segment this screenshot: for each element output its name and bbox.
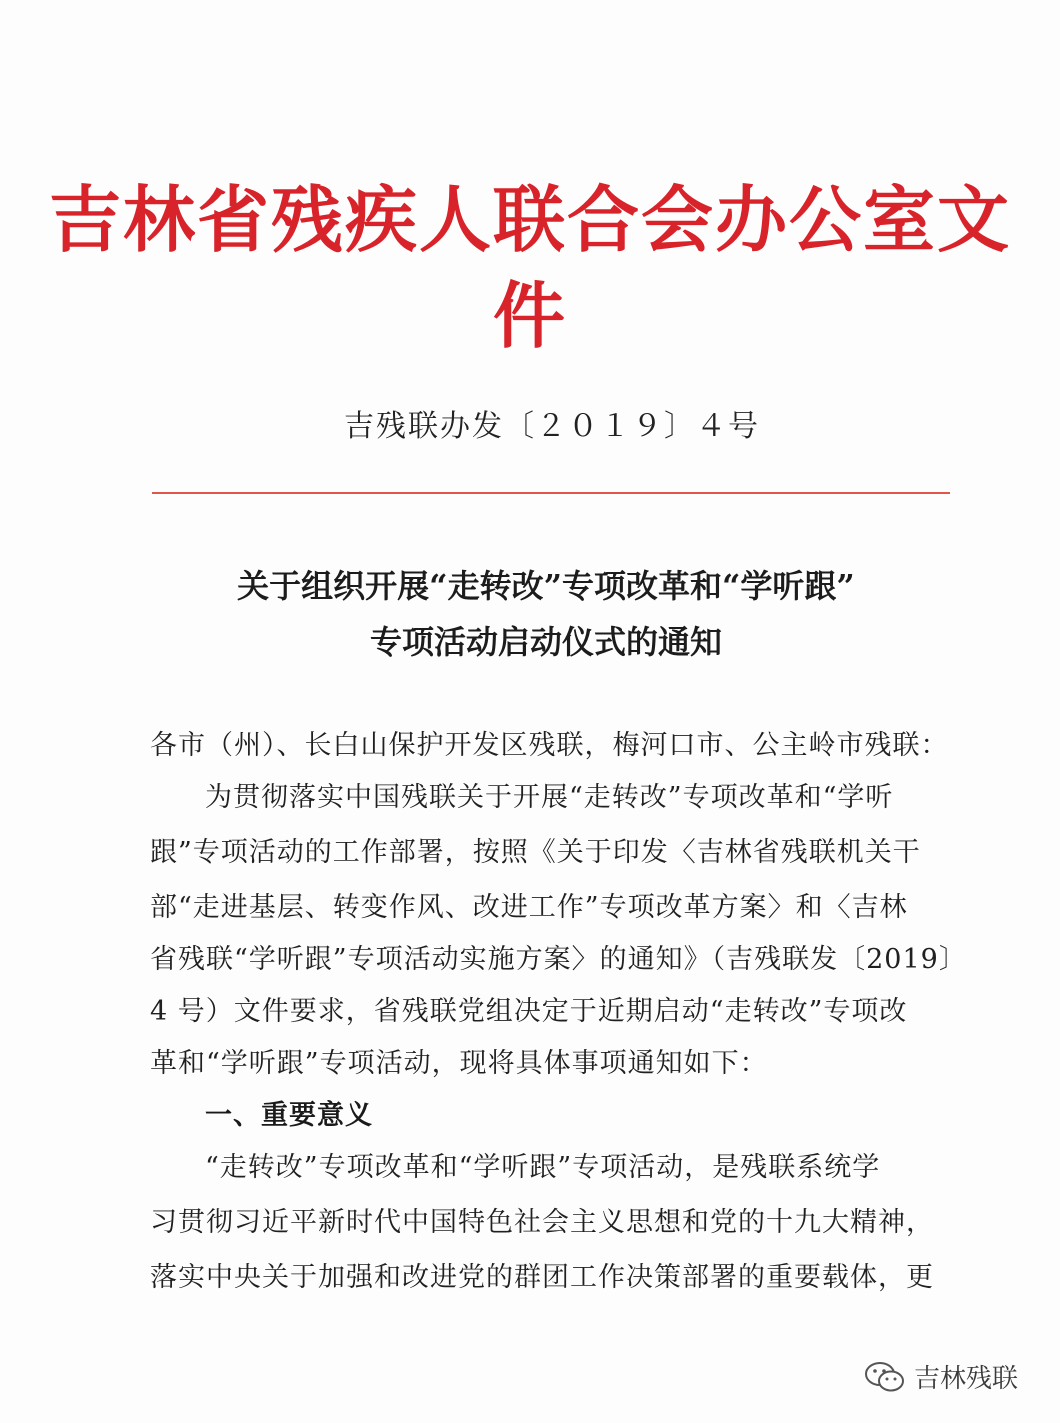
wechat-watermark (864, 1358, 1018, 1395)
paragraph-2-line: 落实中央关于加强和改进党的群团工作决策部署的重要载体，更 (150, 1262, 934, 1293)
section-heading: 一、重要意义 (205, 1100, 373, 1131)
red-divider (152, 492, 950, 494)
org-title: 吉林省残疾人联合会办公室文件 (48, 178, 1011, 358)
paragraph-1-line: 跟”专项活动的工作部署，按照《关于印发〈吉林省残联机关干 (150, 837, 921, 868)
notice-title-line-1: 关于组织开展“走转改”专项改革和“学听跟” (237, 567, 855, 605)
watermark-label: 吉林残联 (913, 1364, 1018, 1394)
paragraph-2-line: “走转改”专项改革和“学听跟”专项活动，是残联系统学 (205, 1152, 881, 1183)
document-number: 吉残联办发〔２０１９〕４号 (344, 409, 760, 444)
paragraph-1-line: 革和“学听跟”专项活动，现将具体事项通知如下： (150, 1048, 768, 1079)
paragraph-1-line: 4 号）文件要求，省残联党组决定于近期启动“走转改”专项改 (150, 996, 908, 1027)
paragraph-2-line: 习贯彻习近平新时代中国特色社会主义思想和党的十九大精神， (150, 1207, 934, 1238)
paragraph-1-line: 省残联“学听跟”专项活动实施方案〉的通知》（吉残联发〔2019〕 (150, 944, 967, 975)
paragraph-1-line: 部“走进基层、转变作风、改进工作”专项改革方案〉和〈吉林 (150, 892, 908, 923)
addressee: 各市（州）、长白山保护开发区残联，梅河口市、公主岭市残联： (150, 730, 949, 761)
wechat-icon (864, 1360, 906, 1394)
paragraph-1-line: 为贯彻落实中国残联关于开展“走转改”专项改革和“学听 (205, 782, 894, 813)
notice-title-line-2: 专项活动启动仪式的通知 (369, 623, 722, 661)
